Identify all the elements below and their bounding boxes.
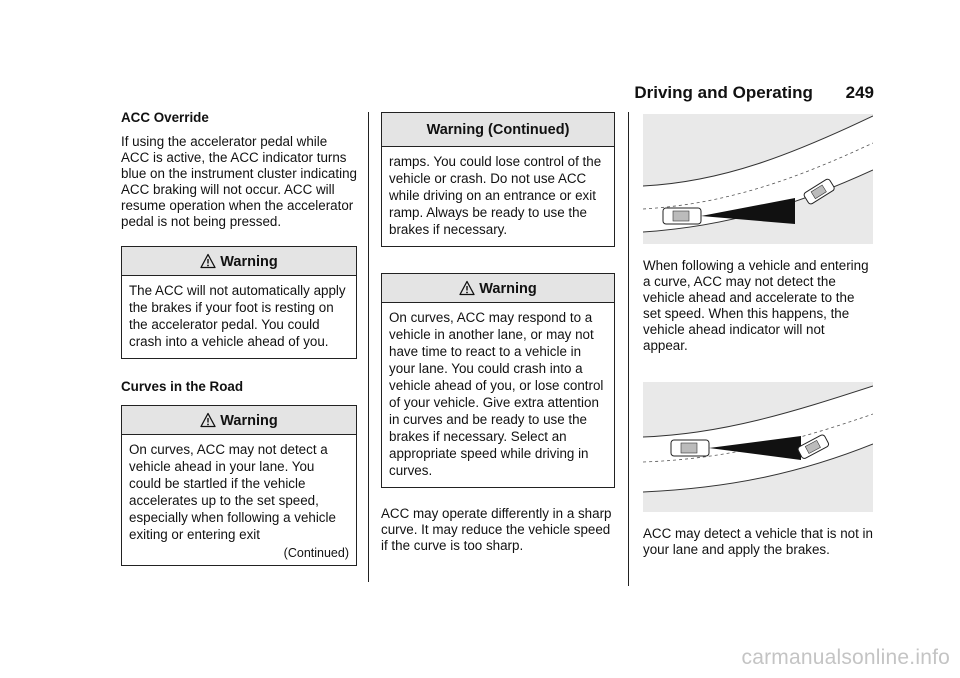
column-2 (381, 112, 615, 554)
section-title: Driving and Operating (634, 83, 813, 102)
page-header (634, 83, 874, 103)
warning-body: The ACC will not automatically apply the brakes if your foot is resting on the accelerator pedal. You could crash into a vehicle ahead of you. (129, 283, 346, 349)
figure-1-caption: When following a vehicle and entering a curve, ACC may not detect the vehicle ahead and accelerate to the set speed. When this happens, the vehicle ahead indicator will not appear. (643, 258, 869, 353)
warning-title: Warning (479, 281, 537, 297)
sharp-curve-text: ACC may operate differently in a sharp curve. It may reduce the vehicle speed if the curve is too sharp. (381, 506, 612, 553)
warning-body (122, 435, 356, 565)
warning-body: On curves, ACC may respond to a vehicle in another lane, or may not have time to react to a vehicle in your lane. You could crash into a vehicle ahead of you, or lose control of your vehicle. Give extra attention in curves and be ready to use the brakes if necessary. Select an appropriate speed while driving in curves. (389, 310, 604, 478)
warning-box-continued (381, 112, 615, 247)
warning-body: ramps. You could lose control of the vehicle or crash. Do not use ACC while driving on an entrance or exit ramp. Always be ready to use the brakes if necessary. (389, 154, 602, 237)
heading-curves: Curves in the Road (121, 379, 244, 394)
warning-icon (200, 253, 216, 269)
warning-header (122, 406, 356, 435)
warning-header: Warning (Continued) (382, 113, 614, 147)
acc-override-text: If using the accelerator pedal while ACC is active, the ACC indicator turns blue on the instrument cluster indicating ACC braking will not occur. ACC will resume operation when the accelerator pedal is not being pressed. (121, 134, 357, 229)
curve-diagram-1 (643, 114, 873, 244)
column-1 (121, 110, 357, 566)
warning-box-2 (121, 405, 357, 566)
watermark: carmanualsonline.info (741, 646, 950, 669)
warning-box-3 (381, 273, 615, 488)
warning-title: Warning (220, 254, 278, 270)
curve-diagram-2 (643, 382, 873, 512)
warning-icon (459, 280, 475, 296)
heading-acc-override: ACC Override (121, 110, 209, 125)
continued-label: (Continued) (283, 546, 349, 560)
column-3 (643, 114, 873, 558)
host-vehicle-icon (671, 440, 709, 456)
warning-text: On curves, ACC may not detect a vehicle ahead in your lane. You could be startled if the vehicle accelerates up to the set speed, especially when following a vehicle exiting or entering exit (129, 442, 336, 542)
warning-header (122, 247, 356, 276)
warning-title: Warning (220, 413, 278, 429)
warning-header (382, 274, 614, 303)
warning-icon (200, 412, 216, 428)
page-number: 249 (845, 83, 874, 102)
column-divider-right (628, 112, 629, 586)
warning-box-1 (121, 246, 357, 359)
column-divider-left (368, 112, 369, 582)
figure-2-caption: ACC may detect a vehicle that is not in your lane and apply the brakes. (643, 526, 873, 557)
host-vehicle-icon (663, 208, 701, 224)
